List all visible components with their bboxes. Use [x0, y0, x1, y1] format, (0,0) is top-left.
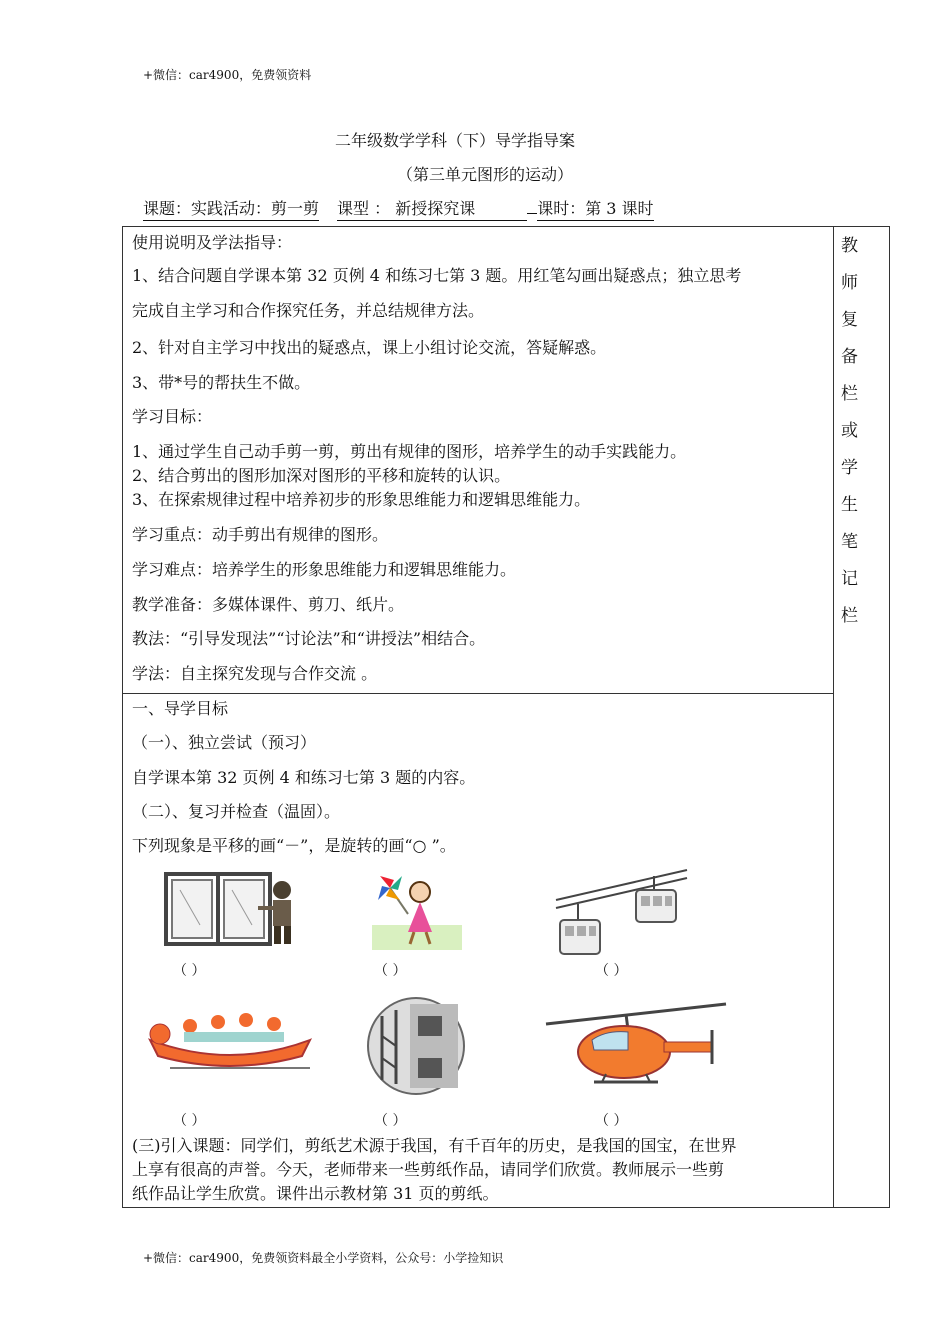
lesson-period: 课时：第 3 课时: [537, 196, 653, 221]
helicopter-picture: [536, 990, 751, 1090]
answer-blank[interactable]: （ ）: [595, 963, 628, 979]
objectives-heading: 学习目标：: [132, 407, 213, 426]
instruction-item: 完成自主学习和合作探究任务，并总结规律方法。: [132, 301, 485, 320]
page-subtitle: （第三单元图形的运动）: [396, 165, 573, 184]
side-notes-column: [841, 228, 885, 635]
intro-paragraph: [132, 1134, 827, 1206]
instructions-heading: 使用说明及学法指导：: [132, 233, 293, 252]
side-label-line: 备 栏 或: [841, 347, 864, 441]
instruction-item: 1、结合问题自学课本第 32 页例 4 和练习七第 3 题。用红笔勾画出疑惑点；独立思考: [132, 266, 742, 285]
window-sliding-picture: [160, 870, 300, 950]
objective-item: 1、通过学生自己动手剪一剪，剪出有规律的图形，培养学生的动手实践能力。: [132, 442, 687, 461]
cable-car-picture: [554, 862, 689, 962]
column-divider: [833, 226, 834, 1208]
subsection-heading: （一）、独立尝试（预习）: [132, 733, 317, 752]
instruction-item: 3、带*号的帮扶生不做。: [132, 373, 311, 392]
intro-line: (三)引入课题：同学们，剪纸艺术源于我国，有千百年的历史，是我国的国宝，在世界: [132, 1136, 737, 1155]
subsection-text: 自学课本第 32 页例 4 和练习七第 3 题的内容。: [132, 768, 476, 787]
teaching-method: 教法：“引导发现法”“讨论法”和“讲授法”相结合。: [132, 629, 486, 648]
difficulty: 学习难点：培养学生的形象思维能力和逻辑思维能力。: [132, 560, 517, 579]
intro-line: 上享有很高的声誉。今天，老师带来一些剪纸作品，请同学们欣赏。教师展示一些剪: [132, 1160, 725, 1179]
subsection-text: 下列现象是平移的画“－”，是旋转的画“○ ”。: [132, 836, 456, 855]
learning-method: 学法：自主探究发现与合作交流 。: [132, 664, 378, 683]
answer-blank[interactable]: （ ）: [173, 963, 206, 979]
lesson-topic: 课题：实践活动：剪一剪: [143, 196, 319, 221]
footer-note: +微信：car4900，免费领资料最全小学资料，公众号：小学捡知识: [143, 1251, 504, 1265]
answer-blank[interactable]: （ ）: [374, 1113, 407, 1129]
subsection-heading: （二）、复习并检查（温固）。: [132, 802, 341, 821]
objective-item: 2、结合剪出的图形加深对图形的平移和旋转的认识。: [132, 466, 511, 485]
lesson-info: [143, 196, 654, 221]
elevator-picture: [366, 996, 466, 1096]
instruction-item: 2、针对自主学习中找出的疑惑点，课上小组讨论交流，答疑解惑。: [132, 338, 607, 357]
answer-blank[interactable]: （ ）: [595, 1113, 628, 1129]
side-label-line: 记 栏: [841, 569, 864, 626]
side-label-line: 教 师 复: [841, 236, 864, 330]
side-label-line: 学 生 笔: [841, 458, 864, 552]
key-point: 学习重点：动手剪出有规律的图形。: [132, 525, 389, 544]
intro-line: 纸作品让学生欣赏。课件出示教材第 31 页的剪纸。: [132, 1184, 499, 1203]
objective-item: 3、在探索规律过程中培养初步的形象思维能力和逻辑思维能力。: [132, 490, 591, 509]
section-heading: 一、导学目标: [132, 699, 229, 718]
header-note: +微信：car4900，免费领资料: [143, 68, 312, 82]
answer-blank[interactable]: （ ）: [374, 963, 407, 979]
row-divider: [122, 693, 834, 694]
girl-pinwheel-picture: [372, 870, 462, 950]
preparation: 教学准备：多媒体课件、剪刀、纸片。: [132, 595, 405, 614]
lesson-type: 课型 ： 新授探究课: [337, 196, 527, 221]
dragon-boat-picture: [140, 998, 325, 1078]
page-title: 二年级数学学科（下）导学指导案: [334, 131, 575, 150]
answer-blank[interactable]: （ ）: [173, 1113, 206, 1129]
